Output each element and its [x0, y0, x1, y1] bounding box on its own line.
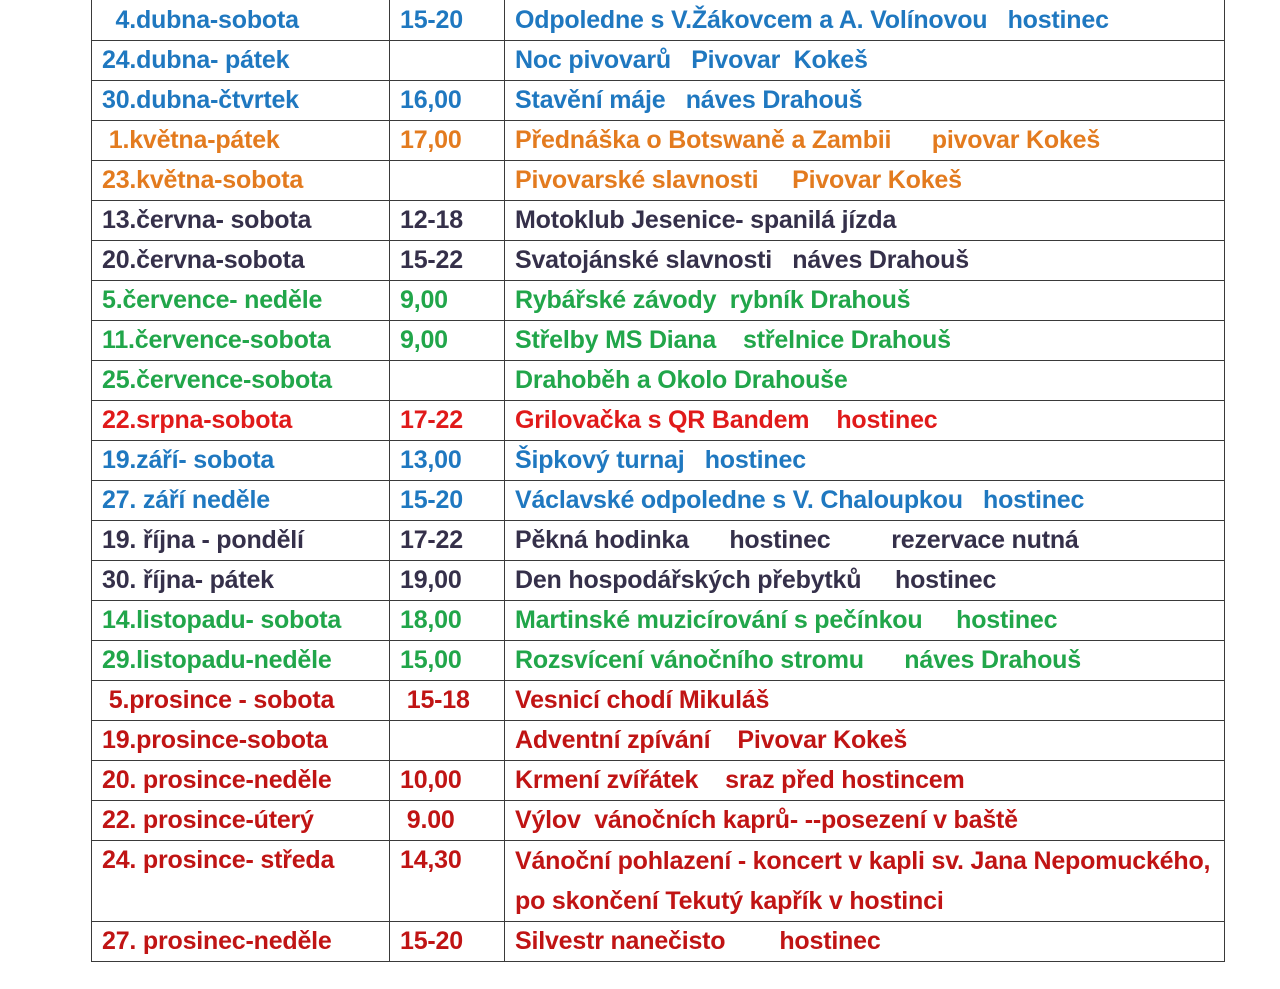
- event-date-cell: 4.dubna-sobota: [92, 0, 390, 41]
- event-date-cell: 30.dubna-čtvrtek: [92, 81, 390, 121]
- event-date-cell: 1.května-pátek: [92, 121, 390, 161]
- event-date-cell: 5.července- neděle: [92, 281, 390, 321]
- event-description-cell: Přednáška o Botswaně a Zambii pivovar Kokeš: [505, 121, 1225, 161]
- event-date-cell: 19.prosince-sobota: [92, 721, 390, 761]
- event-description-cell: Noc pivovarů Pivovar Kokeš: [505, 41, 1225, 81]
- table-row: [92, 241, 1225, 281]
- table-row: [92, 0, 1225, 41]
- table-row: [92, 521, 1225, 561]
- schedule-body: [92, 0, 1225, 962]
- event-time-cell: [390, 361, 505, 401]
- event-time-cell: 15-18: [390, 681, 505, 721]
- event-date-cell: 11.července-sobota: [92, 321, 390, 361]
- table-row: [92, 922, 1225, 962]
- event-description-cell: Drahoběh a Okolo Drahouše: [505, 361, 1225, 401]
- event-time-cell: 17-22: [390, 521, 505, 561]
- event-time-cell: 17-22: [390, 401, 505, 441]
- event-time-cell: 9.00: [390, 801, 505, 841]
- event-description-cell: Rozsvícení vánočního stromu náves Drahouš: [505, 641, 1225, 681]
- event-description-cell: Martinské muzicírování s pečínkou hostinec: [505, 601, 1225, 641]
- event-date-cell: 13.června- sobota: [92, 201, 390, 241]
- event-time-cell: 15-22: [390, 241, 505, 281]
- table-row: [92, 841, 1225, 922]
- event-description-cell: Vesnicí chodí Mikuláš: [505, 681, 1225, 721]
- event-time-cell: 15-20: [390, 0, 505, 41]
- table-row: [92, 641, 1225, 681]
- table-row: [92, 761, 1225, 801]
- event-time-cell: 14,30: [390, 841, 505, 922]
- table-row: [92, 681, 1225, 721]
- event-date-cell: 20.června-sobota: [92, 241, 390, 281]
- event-date-cell: 19.září- sobota: [92, 441, 390, 481]
- event-description-cell: Den hospodářských přebytků hostinec: [505, 561, 1225, 601]
- event-date-cell: 22.srpna-sobota: [92, 401, 390, 441]
- event-date-cell: 30. října- pátek: [92, 561, 390, 601]
- event-time-cell: [390, 161, 505, 201]
- event-date-cell: 25.července-sobota: [92, 361, 390, 401]
- event-time-cell: 12-18: [390, 201, 505, 241]
- event-date-cell: 27. září neděle: [92, 481, 390, 521]
- table-row: [92, 601, 1225, 641]
- table-row: [92, 41, 1225, 81]
- event-description-cell: Vánoční pohlazení - koncert v kapli sv. Jana Nepomuckého, po skončení Tekutý kapřík v hostinci: [505, 841, 1225, 922]
- table-row: [92, 321, 1225, 361]
- event-time-cell: 19,00: [390, 561, 505, 601]
- event-description-cell: Grilovačka s QR Bandem hostinec: [505, 401, 1225, 441]
- table-row: [92, 121, 1225, 161]
- event-date-cell: 23.května-sobota: [92, 161, 390, 201]
- table-row: [92, 801, 1225, 841]
- events-schedule-table: [91, 0, 1225, 962]
- event-description-cell: Šipkový turnaj hostinec: [505, 441, 1225, 481]
- event-time-cell: 13,00: [390, 441, 505, 481]
- event-description-cell: Odpoledne s V.Žákovcem a A. Volínovou hostinec: [505, 0, 1225, 41]
- event-time-cell: 17,00: [390, 121, 505, 161]
- event-description-cell: Střelby MS Diana střelnice Drahouš: [505, 321, 1225, 361]
- event-time-cell: [390, 41, 505, 81]
- event-date-cell: 22. prosince-úterý: [92, 801, 390, 841]
- table-row: [92, 281, 1225, 321]
- table-row: [92, 401, 1225, 441]
- event-date-cell: 19. října - pondělí: [92, 521, 390, 561]
- event-time-cell: 15-20: [390, 922, 505, 962]
- table-row: [92, 361, 1225, 401]
- event-description-cell: Silvestr nanečisto hostinec: [505, 922, 1225, 962]
- event-time-cell: 15-20: [390, 481, 505, 521]
- event-time-cell: 9,00: [390, 281, 505, 321]
- event-date-cell: 20. prosince-neděle: [92, 761, 390, 801]
- event-time-cell: 15,00: [390, 641, 505, 681]
- event-date-cell: 24. prosince- středa: [92, 841, 390, 922]
- event-description-cell: Pivovarské slavnosti Pivovar Kokeš: [505, 161, 1225, 201]
- table-row: [92, 481, 1225, 521]
- event-date-cell: 5.prosince - sobota: [92, 681, 390, 721]
- event-date-cell: 29.listopadu-neděle: [92, 641, 390, 681]
- event-description-cell: Motoklub Jesenice- spanilá jízda: [505, 201, 1225, 241]
- event-time-cell: 16,00: [390, 81, 505, 121]
- event-date-cell: 24.dubna- pátek: [92, 41, 390, 81]
- table-row: [92, 201, 1225, 241]
- event-time-cell: 18,00: [390, 601, 505, 641]
- event-description-cell: Stavění máje náves Drahouš: [505, 81, 1225, 121]
- event-time-cell: [390, 721, 505, 761]
- table-row: [92, 721, 1225, 761]
- event-description-cell: Václavské odpoledne s V. Chaloupkou hostinec: [505, 481, 1225, 521]
- event-description-cell: Výlov vánočních kaprů- --posezení v baště: [505, 801, 1225, 841]
- table-row: [92, 441, 1225, 481]
- table-row: [92, 561, 1225, 601]
- event-description-cell: Rybářské závody rybník Drahouš: [505, 281, 1225, 321]
- event-description-cell: Svatojánské slavnosti náves Drahouš: [505, 241, 1225, 281]
- event-time-cell: 9,00: [390, 321, 505, 361]
- event-date-cell: 14.listopadu- sobota: [92, 601, 390, 641]
- event-description-cell: Krmení zvířátek sraz před hostincem: [505, 761, 1225, 801]
- event-time-cell: 10,00: [390, 761, 505, 801]
- event-date-cell: 27. prosinec-neděle: [92, 922, 390, 962]
- table-row: [92, 161, 1225, 201]
- event-description-cell: Pěkná hodinka hostinec rezervace nutná: [505, 521, 1225, 561]
- table-row: [92, 81, 1225, 121]
- event-description-cell: Adventní zpívání Pivovar Kokeš: [505, 721, 1225, 761]
